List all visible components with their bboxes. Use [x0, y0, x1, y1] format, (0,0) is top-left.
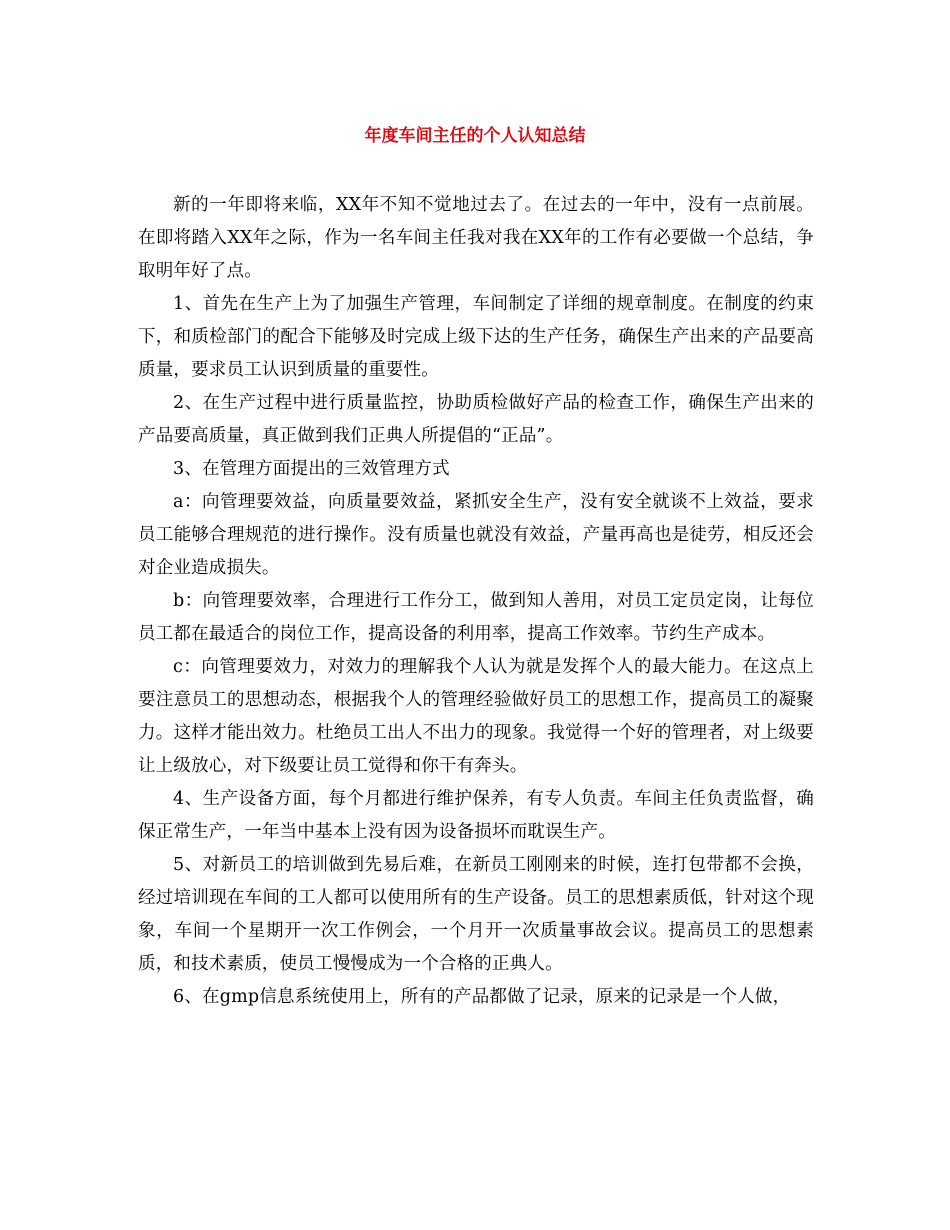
paragraph-item-5: 5、对新员工的培训做到先易后难，在新员工刚刚来的时候，连打包带都不会换，经过培训现在车间的工人都可以使用所有的生产设备。员工的思想素质低，针对这个现象，车间一个星期开一次工作例会，一个月开一次质量事故会议。提高员工的思想素质，和技术素质，使员工慢慢成为一个合格的正典人。: [138, 855, 814, 974]
paragraph-item-3c: c：向管理要效力，对效力的理解我个人认为就是发挥个人的最大能力。在这点上要注意员工的思想动态，根据我个人的管理经验做好员工的思想工作，提高员工的凝聚力。这样才能出效力。杜绝员工出人不出力的现象。我觉得一个好的管理者，对上级要让上级放心，对下级要让员工觉得和你干有奔头。: [138, 657, 814, 776]
paragraph-item-3: 3、在管理方面提出的三效管理方式: [173, 459, 450, 479]
paragraph-intro: 新的一年即将来临，XX年不知不觉地过去了。在过去的一年中，没有一点前展。在即将踏入XX年之际，作为一名车间主任我对我在XX年的工作有必要做一个总结，争取明年好了点。: [138, 195, 814, 281]
paragraph-item-3a: a：向管理要效益，向质量要效益，紧抓安全生产，没有安全就谈不上效益，要求员工能够合理规范的进行操作。没有质量也就没有效益，产量再高也是徒劳，相反还会对企业造成损失。: [138, 492, 814, 578]
paragraph-item-6: 6、在gmp信息系统使用上，所有的产品都做了记录，原来的记录是一个人做，: [173, 987, 791, 1007]
document-body: [138, 189, 814, 1014]
document-title: 年度车间主任的个人认知总结: [364, 126, 586, 146]
paragraph-item-4: 4、生产设备方面，每个月都进行维护保养，有专人负责。车间主任负责监督，确保正常生产，一年当中基本上没有因为设备损坏而耽误生产。: [138, 789, 814, 842]
paragraph-item-1: 1、首先在生产上为了加强生产管理，车间制定了详细的规章制度。在制度的约束下，和质检部门的配合下能够及时完成上级下达的生产任务，确保生产出来的产品要高质量，要求员工认识到质量的重要性。: [138, 294, 814, 380]
paragraph-item-3b: b：向管理要效率，合理进行工作分工，做到知人善用，对员工定员定岗，让每位员工都在最适合的岗位工作，提高设备的利用率，提高工作效率。节约生产成本。: [138, 591, 814, 644]
paragraph-item-2: 2、在生产过程中进行质量监控，协助质检做好产品的检查工作，确保生产出来的产品要高质量，真正做到我们正典人所提倡的“正品”。: [138, 393, 814, 446]
